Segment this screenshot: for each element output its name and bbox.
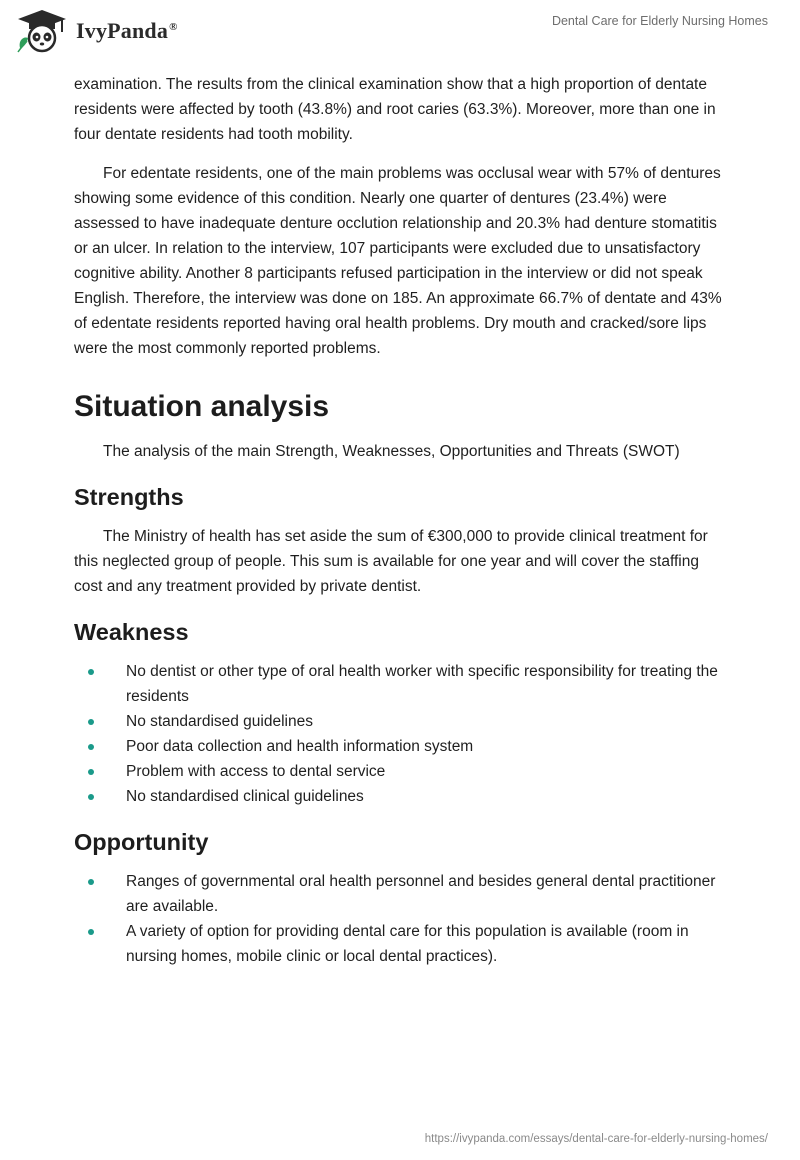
list-item: Poor data collection and health information system	[74, 734, 724, 759]
list-item: A variety of option for providing dental care for this population is available (room in nursing homes, mobile clinic or local dental practices).	[74, 919, 724, 969]
list-item: No dentist or other type of oral health worker with specific responsibility for treating the residents	[74, 659, 724, 709]
bullet-icon	[88, 669, 94, 675]
section-heading: Situation analysis	[74, 390, 330, 423]
strengths-paragraph: The Ministry of health has set aside the sum of €300,000 to provide clinical treatment for this neglected group of people. This sum is available for one year and will cover the staffing cost and any treatment provided by private dentist.	[74, 528, 708, 595]
strengths-heading: Strengths	[74, 484, 184, 510]
bullet-icon	[88, 769, 94, 775]
body-paragraph: examination. The results from the clinical examination show that a high proportion of dentate residents were affected by tooth (43.8%) and root caries (63.3%). Moreover, more than one in four dentate residents had tooth mobility.	[74, 76, 716, 143]
document-title: Dental Care for Elderly Nursing Homes	[551, 14, 768, 28]
panda-graduate-icon	[14, 8, 70, 54]
weakness-heading: Weakness	[74, 619, 189, 645]
bullet-icon	[88, 929, 94, 935]
weakness-list	[74, 659, 724, 809]
bullet-icon	[88, 794, 94, 800]
list-item: Ranges of governmental oral health personnel and besides general dental practitioner are available.	[74, 869, 724, 919]
page-header	[0, 0, 800, 70]
bullet-icon	[88, 719, 94, 725]
essay-content	[74, 72, 724, 969]
opportunity-list	[74, 869, 724, 969]
bullet-icon	[88, 879, 94, 885]
brand-name: IvyPanda®	[76, 18, 178, 43]
ivypanda-logo[interactable]	[14, 8, 178, 54]
source-url-link[interactable]: https://ivypanda.com/essays/dental-care-for-elderly-nursing-homes/	[424, 1133, 768, 1145]
bullet-icon	[88, 744, 94, 750]
opportunity-heading: Opportunity	[74, 829, 209, 855]
section-intro: The analysis of the main Strength, Weaknesses, Opportunities and Threats (SWOT)	[103, 443, 680, 460]
list-item: Problem with access to dental service	[74, 759, 724, 784]
body-paragraph: For edentate residents, one of the main problems was occlusal wear with 57% of dentures showing some evidence of this condition. Nearly one quarter of dentures (23.4%) were assessed to have inadequate denture occlution relationship and 20.3% had denture stomatitis or an ulcer. In relation to the interview, 107 participants were excluded due to unsatisfactory cognitive ability. Another 8 participants refused participation in the interview or did not speak English. Therefore, the interview was done on 185. An approximate 66.7% of dentate and 43% of edentate residents reported having oral health problems. Dry mouth and cracked/sore lips were the most commonly reported problems.	[74, 165, 722, 357]
list-item: No standardised clinical guidelines	[74, 784, 724, 809]
list-item: No standardised guidelines	[74, 709, 724, 734]
